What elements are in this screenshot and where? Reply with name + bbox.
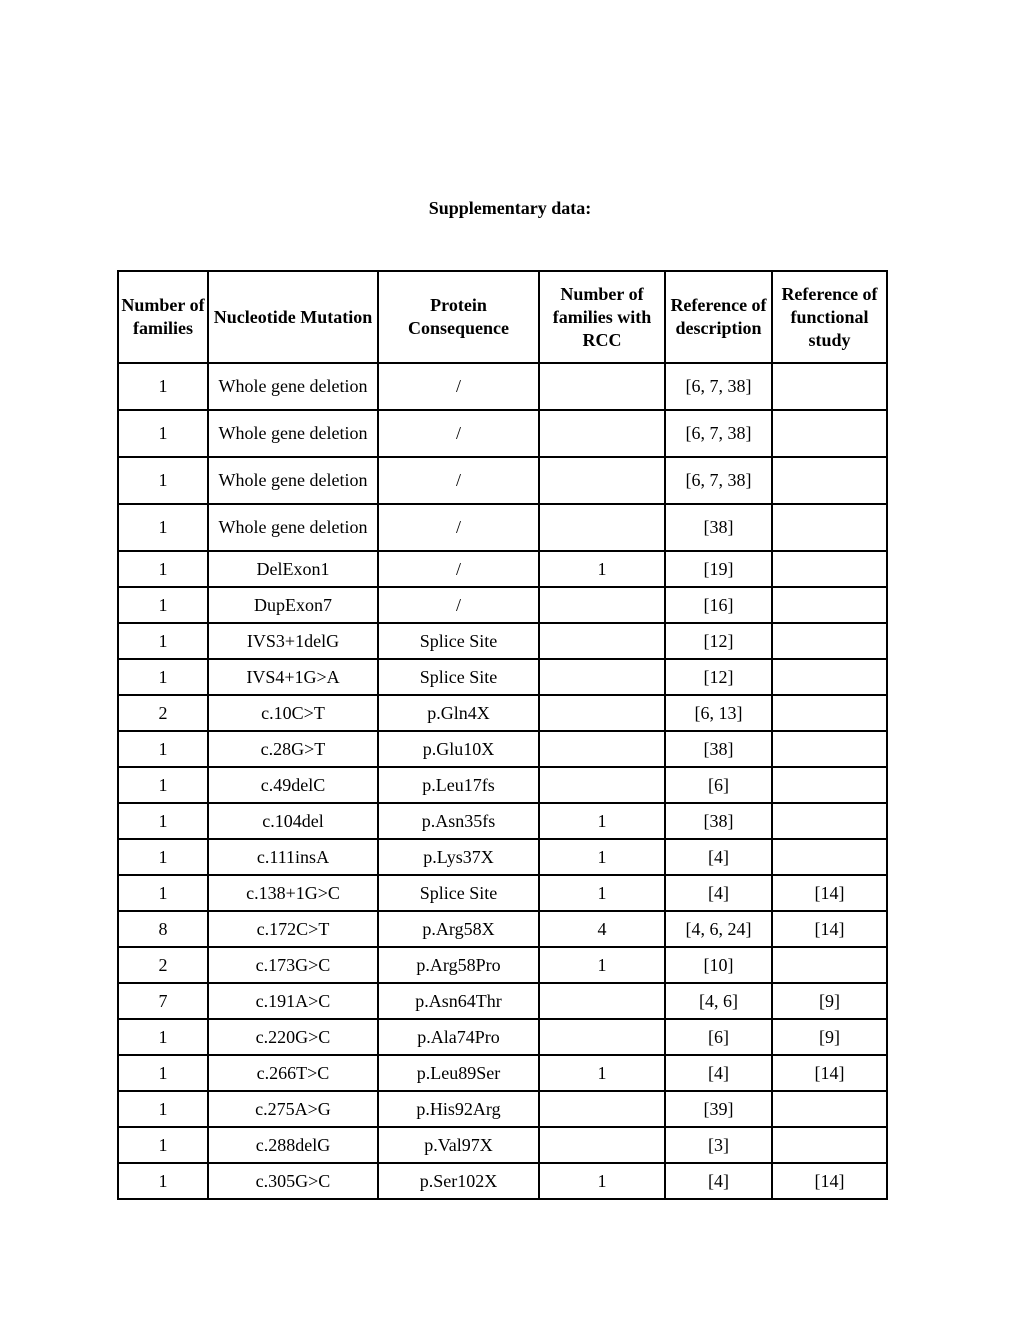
table-row — [118, 803, 887, 839]
cell-families-with-rcc — [539, 587, 665, 623]
cell-reference-of-functional-study — [772, 1127, 887, 1163]
cell-families-with-rcc — [539, 767, 665, 803]
cell-protein-consequence: / — [378, 363, 539, 410]
header-nucleotide-mutation: Nucleotide Mutation — [208, 271, 378, 363]
table-row — [118, 695, 887, 731]
cell-protein-consequence: p.Leu89Ser — [378, 1055, 539, 1091]
cell-protein-consequence: p.Asn35fs — [378, 803, 539, 839]
cell-nucleotide-mutation: IVS4+1G>A — [208, 659, 378, 695]
cell-protein-consequence: / — [378, 504, 539, 551]
cell-reference-of-functional-study: [14] — [772, 1055, 887, 1091]
cell-number-of-families: 1 — [118, 1019, 208, 1055]
cell-families-with-rcc — [539, 1127, 665, 1163]
cell-reference-of-description: [16] — [665, 587, 772, 623]
cell-protein-consequence: / — [378, 457, 539, 504]
cell-number-of-families: 7 — [118, 983, 208, 1019]
cell-number-of-families: 1 — [118, 504, 208, 551]
cell-families-with-rcc — [539, 410, 665, 457]
table-row — [118, 587, 887, 623]
cell-number-of-families: 8 — [118, 911, 208, 947]
cell-families-with-rcc: 1 — [539, 1055, 665, 1091]
cell-families-with-rcc: 1 — [539, 1163, 665, 1199]
cell-number-of-families: 1 — [118, 803, 208, 839]
cell-families-with-rcc — [539, 731, 665, 767]
cell-reference-of-functional-study — [772, 659, 887, 695]
cell-protein-consequence: Splice Site — [378, 659, 539, 695]
cell-families-with-rcc — [539, 457, 665, 504]
table-header-row — [118, 271, 887, 363]
cell-number-of-families: 2 — [118, 695, 208, 731]
cell-reference-of-functional-study: [14] — [772, 875, 887, 911]
cell-nucleotide-mutation: c.173G>C — [208, 947, 378, 983]
cell-nucleotide-mutation: c.111insA — [208, 839, 378, 875]
cell-nucleotide-mutation: c.305G>C — [208, 1163, 378, 1199]
cell-number-of-families: 1 — [118, 1127, 208, 1163]
cell-nucleotide-mutation: c.220G>C — [208, 1019, 378, 1055]
cell-reference-of-description: [12] — [665, 659, 772, 695]
cell-protein-consequence: Splice Site — [378, 623, 539, 659]
cell-nucleotide-mutation: c.266T>C — [208, 1055, 378, 1091]
cell-protein-consequence: p.Ser102X — [378, 1163, 539, 1199]
cell-nucleotide-mutation: Whole gene deletion — [208, 363, 378, 410]
cell-number-of-families: 2 — [118, 947, 208, 983]
cell-number-of-families: 1 — [118, 363, 208, 410]
header-families-with-rcc: Number of families with RCC — [539, 271, 665, 363]
cell-protein-consequence: p.His92Arg — [378, 1091, 539, 1127]
mutation-table — [117, 270, 888, 1200]
header-reference-of-description: Reference of description — [665, 271, 772, 363]
cell-nucleotide-mutation: IVS3+1delG — [208, 623, 378, 659]
table-row — [118, 767, 887, 803]
cell-reference-of-description: [10] — [665, 947, 772, 983]
cell-number-of-families: 1 — [118, 731, 208, 767]
cell-nucleotide-mutation: c.10C>T — [208, 695, 378, 731]
cell-nucleotide-mutation: c.172C>T — [208, 911, 378, 947]
cell-reference-of-functional-study — [772, 363, 887, 410]
cell-reference-of-description: [4, 6] — [665, 983, 772, 1019]
cell-protein-consequence: p.Gln4X — [378, 695, 539, 731]
table-row — [118, 623, 887, 659]
cell-families-with-rcc — [539, 363, 665, 410]
cell-protein-consequence: p.Arg58Pro — [378, 947, 539, 983]
cell-protein-consequence: / — [378, 410, 539, 457]
cell-families-with-rcc: 1 — [539, 947, 665, 983]
page-title: Supplementary data: — [428, 198, 592, 218]
header-reference-of-functional-study: Reference of functional study — [772, 271, 887, 363]
cell-reference-of-description: [38] — [665, 803, 772, 839]
cell-protein-consequence: / — [378, 587, 539, 623]
cell-families-with-rcc: 1 — [539, 551, 665, 587]
table-body — [118, 363, 887, 1199]
cell-reference-of-functional-study: [9] — [772, 983, 887, 1019]
cell-reference-of-description: [3] — [665, 1127, 772, 1163]
cell-number-of-families: 1 — [118, 551, 208, 587]
cell-protein-consequence: Splice Site — [378, 875, 539, 911]
cell-nucleotide-mutation: DupExon7 — [208, 587, 378, 623]
cell-number-of-families: 1 — [118, 587, 208, 623]
cell-families-with-rcc — [539, 1019, 665, 1055]
cell-protein-consequence: p.Glu10X — [378, 731, 539, 767]
table-row — [118, 659, 887, 695]
cell-reference-of-functional-study — [772, 410, 887, 457]
cell-reference-of-functional-study — [772, 457, 887, 504]
cell-families-with-rcc — [539, 504, 665, 551]
table-row — [118, 1019, 887, 1055]
cell-reference-of-functional-study — [772, 839, 887, 875]
cell-number-of-families: 1 — [118, 457, 208, 504]
cell-reference-of-description: [4] — [665, 839, 772, 875]
cell-reference-of-description: [38] — [665, 504, 772, 551]
cell-reference-of-description: [19] — [665, 551, 772, 587]
cell-reference-of-description: [6] — [665, 1019, 772, 1055]
table-row — [118, 1055, 887, 1091]
cell-nucleotide-mutation: c.191A>C — [208, 983, 378, 1019]
cell-number-of-families: 1 — [118, 623, 208, 659]
cell-number-of-families: 1 — [118, 410, 208, 457]
table-row — [118, 839, 887, 875]
table-row — [118, 731, 887, 767]
cell-reference-of-functional-study: [9] — [772, 1019, 887, 1055]
table-row — [118, 504, 887, 551]
cell-reference-of-description: [6] — [665, 767, 772, 803]
cell-reference-of-description: [39] — [665, 1091, 772, 1127]
cell-nucleotide-mutation: c.49delC — [208, 767, 378, 803]
cell-reference-of-description: [4] — [665, 1055, 772, 1091]
cell-reference-of-description: [6, 7, 38] — [665, 410, 772, 457]
cell-reference-of-description: [6, 7, 38] — [665, 363, 772, 410]
cell-number-of-families: 1 — [118, 1163, 208, 1199]
table-row — [118, 410, 887, 457]
cell-families-with-rcc — [539, 983, 665, 1019]
table-row — [118, 457, 887, 504]
table-row — [118, 947, 887, 983]
header-protein-consequence: Protein Consequence — [378, 271, 539, 363]
cell-nucleotide-mutation: c.28G>T — [208, 731, 378, 767]
cell-reference-of-functional-study — [772, 947, 887, 983]
cell-protein-consequence: p.Lys37X — [378, 839, 539, 875]
cell-reference-of-functional-study — [772, 695, 887, 731]
cell-families-with-rcc: 1 — [539, 839, 665, 875]
table-row — [118, 983, 887, 1019]
cell-reference-of-description: [38] — [665, 731, 772, 767]
cell-reference-of-functional-study — [772, 504, 887, 551]
cell-nucleotide-mutation: c.288delG — [208, 1127, 378, 1163]
cell-reference-of-functional-study — [772, 767, 887, 803]
cell-protein-consequence: p.Val97X — [378, 1127, 539, 1163]
cell-reference-of-description: [6, 13] — [665, 695, 772, 731]
cell-protein-consequence: p.Leu17fs — [378, 767, 539, 803]
cell-reference-of-description: [6, 7, 38] — [665, 457, 772, 504]
cell-reference-of-functional-study: [14] — [772, 1163, 887, 1199]
table-row — [118, 1091, 887, 1127]
cell-reference-of-functional-study — [772, 1091, 887, 1127]
cell-reference-of-description: [4] — [665, 875, 772, 911]
cell-reference-of-description: [12] — [665, 623, 772, 659]
cell-number-of-families: 1 — [118, 767, 208, 803]
cell-nucleotide-mutation: DelExon1 — [208, 551, 378, 587]
cell-number-of-families: 1 — [118, 1091, 208, 1127]
cell-families-with-rcc — [539, 623, 665, 659]
table-row — [118, 875, 887, 911]
cell-number-of-families: 1 — [118, 875, 208, 911]
cell-reference-of-functional-study — [772, 731, 887, 767]
table-row — [118, 911, 887, 947]
cell-nucleotide-mutation: c.275A>G — [208, 1091, 378, 1127]
cell-number-of-families: 1 — [118, 659, 208, 695]
cell-number-of-families: 1 — [118, 839, 208, 875]
cell-reference-of-functional-study: [14] — [772, 911, 887, 947]
cell-number-of-families: 1 — [118, 1055, 208, 1091]
cell-reference-of-functional-study — [772, 623, 887, 659]
table-row — [118, 363, 887, 410]
cell-protein-consequence: p.Arg58X — [378, 911, 539, 947]
table-row — [118, 1163, 887, 1199]
cell-nucleotide-mutation: c.138+1G>C — [208, 875, 378, 911]
cell-reference-of-functional-study — [772, 803, 887, 839]
cell-reference-of-description: [4] — [665, 1163, 772, 1199]
cell-nucleotide-mutation: Whole gene deletion — [208, 504, 378, 551]
header-number-of-families: Number of families — [118, 271, 208, 363]
cell-protein-consequence: p.Ala74Pro — [378, 1019, 539, 1055]
cell-nucleotide-mutation: Whole gene deletion — [208, 457, 378, 504]
table-row — [118, 1127, 887, 1163]
cell-reference-of-functional-study — [772, 587, 887, 623]
cell-protein-consequence: p.Asn64Thr — [378, 983, 539, 1019]
cell-nucleotide-mutation: c.104del — [208, 803, 378, 839]
cell-families-with-rcc: 1 — [539, 875, 665, 911]
table-row — [118, 551, 887, 587]
cell-reference-of-description: [4, 6, 24] — [665, 911, 772, 947]
cell-families-with-rcc: 4 — [539, 911, 665, 947]
cell-families-with-rcc — [539, 1091, 665, 1127]
cell-families-with-rcc: 1 — [539, 803, 665, 839]
cell-families-with-rcc — [539, 695, 665, 731]
cell-reference-of-functional-study — [772, 551, 887, 587]
cell-nucleotide-mutation: Whole gene deletion — [208, 410, 378, 457]
cell-protein-consequence: / — [378, 551, 539, 587]
cell-families-with-rcc — [539, 659, 665, 695]
